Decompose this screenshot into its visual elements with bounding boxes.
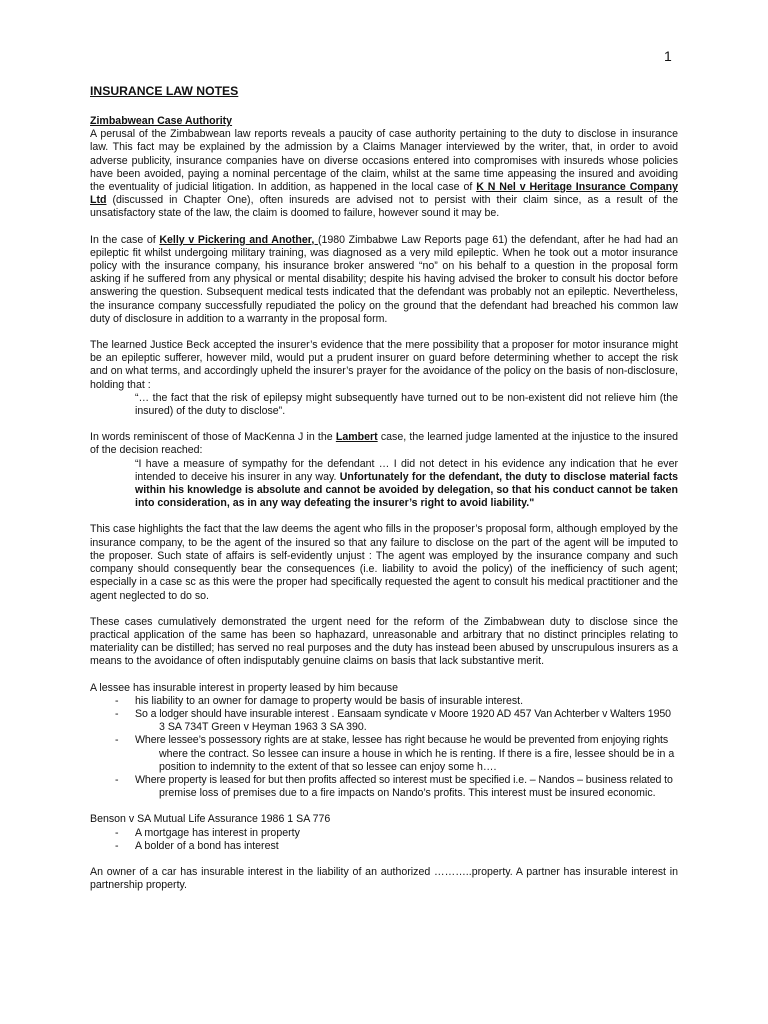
paragraph-4-text-b: case, the learned judge lamented at the injustice to the insured of the decision reached: bbox=[90, 431, 678, 457]
case-name-kelly: Kelly v Pickering and Another, bbox=[159, 233, 318, 246]
paragraph-1-text-b: (discussed in Chapter One), often insureds are advised not to persist with their claim since, as a result of the unsatisfactory state of the law, the claim is doomed to failure, however sound it may be. bbox=[90, 194, 678, 220]
list-item-text: A mortgage has interest in property bbox=[135, 826, 300, 839]
quote-1: “… the fact that the risk of epilepsy might subsequently have turned out to be non-existent did not relieve him (the insured) of the duty to disclose”. bbox=[135, 391, 678, 418]
page-number: 1 bbox=[664, 48, 672, 64]
paragraph-4 bbox=[90, 431, 678, 457]
paragraph-2 bbox=[90, 234, 678, 326]
dash-bullet: - bbox=[115, 839, 119, 852]
paragraph-6: These cases cumulatively demonstrated the urgent need for the reform of the Zimbabwean duty to disclose since the practical application of the same has been so haphazard, unreasonable and arbitrary that no distinct principles relating to materiality can be distilled; has served no real purposes and the duty has instead been abused by unscrupulous insurers as a means to the avoidance of often indisputably genuine claims on basis that lack substantive merit. bbox=[90, 615, 678, 668]
document-body bbox=[90, 84, 678, 892]
case-name-nel: K N Nel v Heritage Insurance Company Ltd bbox=[90, 181, 678, 207]
list-item-continuation: 3 SA 734T Green v Heyman 1963 3 SA 390. bbox=[159, 721, 367, 734]
dash-bullet: - bbox=[115, 826, 119, 839]
paragraph-1 bbox=[90, 128, 678, 220]
quote-2 bbox=[135, 458, 678, 511]
list-item bbox=[90, 695, 678, 708]
list-item-text: A bolder of a bond has interest bbox=[135, 839, 279, 852]
dash-bullet: - bbox=[115, 707, 119, 720]
paragraph-4-text-a: In words reminiscent of those of MacKenna J in the bbox=[90, 431, 336, 444]
list-item-text: his liability to an owner for damage to property would be basis of insurable interest. bbox=[135, 694, 524, 707]
paragraph-2-text-b: (1980 Zimbabwe Law Reports page 61) the defendant, after he had had an epileptic fit whilst undergoing military training, was diagnosed as a very mild epileptic. When he took out a motor insurance policy with the insurance company, his insurance broker answered “no” on his behalf to a question in the proposal form asking if he suffered from any physical or mental disability; despite his having advised the broker to consult his doctor before answering the question. Subsequent medical tests indicated that the defendant was probably not an epileptic. Nevertheless, the insurance company successfully repudiated the policy on the ground that the defendant had breached his common law duty of disclosure in addition to a warranty in the proposal form. bbox=[90, 233, 678, 325]
case-name-lambert: Lambert bbox=[335, 431, 378, 444]
paragraph-2-text-a: In the case of bbox=[90, 233, 160, 246]
list-item bbox=[90, 774, 678, 800]
paragraph-1-text-a: A perusal of the Zimbabwean law reports reveals a paucity of case authority pertaining to the duty to disclose in insurance law. This fact may be explained by the admission by a Claims Manager interviewed by the writer, that, in order to avoid adverse publicity, insurance companies have on diverse occasions entered into compromises with insureds whose policies have been avoided, paying a nominal percentage of the claim, whilst at the same time appeasing the insured and avoiding the eventuality of judicial litigation. In addition, as happened in the local case of bbox=[90, 128, 678, 194]
list-item-text: Where lessee’s possessory rights are at stake, lessee has right because he would be prevented from enjoying rights bbox=[135, 734, 669, 747]
quote-2-text: “I have a measure of sympathy for the defendant … I did not detect in his evidence any indication that he ever intended to deceive his insurer in any way. bbox=[135, 457, 678, 483]
list-item bbox=[90, 840, 678, 853]
list-item-text: Where property is leased for but then profits affected so interest must be specified i.e. – Nandos – business related to bbox=[135, 773, 673, 786]
lessee-intro: A lessee has insurable interest in property leased by him because bbox=[90, 681, 398, 694]
paragraph-7: An owner of a car has insurable interest in the liability of an authorized ………..property. A partner has insurable interest in partnership property. bbox=[90, 865, 678, 892]
list-item bbox=[90, 827, 678, 840]
list-item-continuation: where the contract. So lessee can insure a house in which he is renting. If there is a fire, lessee should be in a position to indemnity to the extent of that so lessee can enjoy some h…. bbox=[159, 747, 675, 773]
list-item bbox=[90, 734, 678, 774]
paragraph-5: This case highlights the fact that the law deems the agent who fills in the proposer’s proposal form, although employed by the insurance company, to be the agent of the insured so that any failure to disclose on the part of the agent will be imputed to the proposer. Such state of affairs is self-evidently unjust : The agent was employed by the insurance company and such company should consequently bear the consequences (i.e. liability to avoid the policy) of the inefficiency of such agent; especially in a case sc as this were the proper had specifically requested the agent to consult his medical practitioner and the agent neglected to do so. bbox=[90, 523, 678, 602]
list-item-continuation: premise loss of premises due to a fire impacts on Nando’s profits. This interest must be insured economic. bbox=[159, 787, 656, 800]
paragraph-3: The learned Justice Beck accepted the insurer’s evidence that the mere possibility that a proposer for motor insurance might be an epileptic sufferer, however mild, would put a prudent insurer on guard before determining whether to accept the risk and on what terms, and accordingly upheld the insurer’s prayer for the avoidance of the policy on the basis of non-disclosure, holding that : bbox=[90, 339, 678, 391]
list-item-text: So a lodger should have insurable interest . Eansaam syndicate v Moore 1920 AD 457 Van Achterber v Walters 1950 bbox=[135, 707, 671, 720]
benson-list bbox=[90, 827, 678, 853]
benson-case: Benson v SA Mutual Life Assurance 1986 1 SA 776 bbox=[90, 813, 331, 826]
section-heading: Zimbabwean Case Authority bbox=[90, 115, 233, 127]
document-title: INSURANCE LAW NOTES bbox=[90, 84, 239, 98]
dash-bullet: - bbox=[115, 734, 119, 747]
dash-bullet: - bbox=[115, 694, 119, 707]
quote-2-bold-text: Unfortunately for the defendant, the duty to disclose material facts within his knowledge is absolute and cannot be avoided by delegation, so that his conduct cannot be taken into consideration, as in any way defeating the insurer’s right to avoid liability." bbox=[135, 470, 678, 510]
lessee-list bbox=[90, 695, 678, 801]
list-item bbox=[90, 708, 678, 734]
dash-bullet: - bbox=[115, 773, 119, 786]
